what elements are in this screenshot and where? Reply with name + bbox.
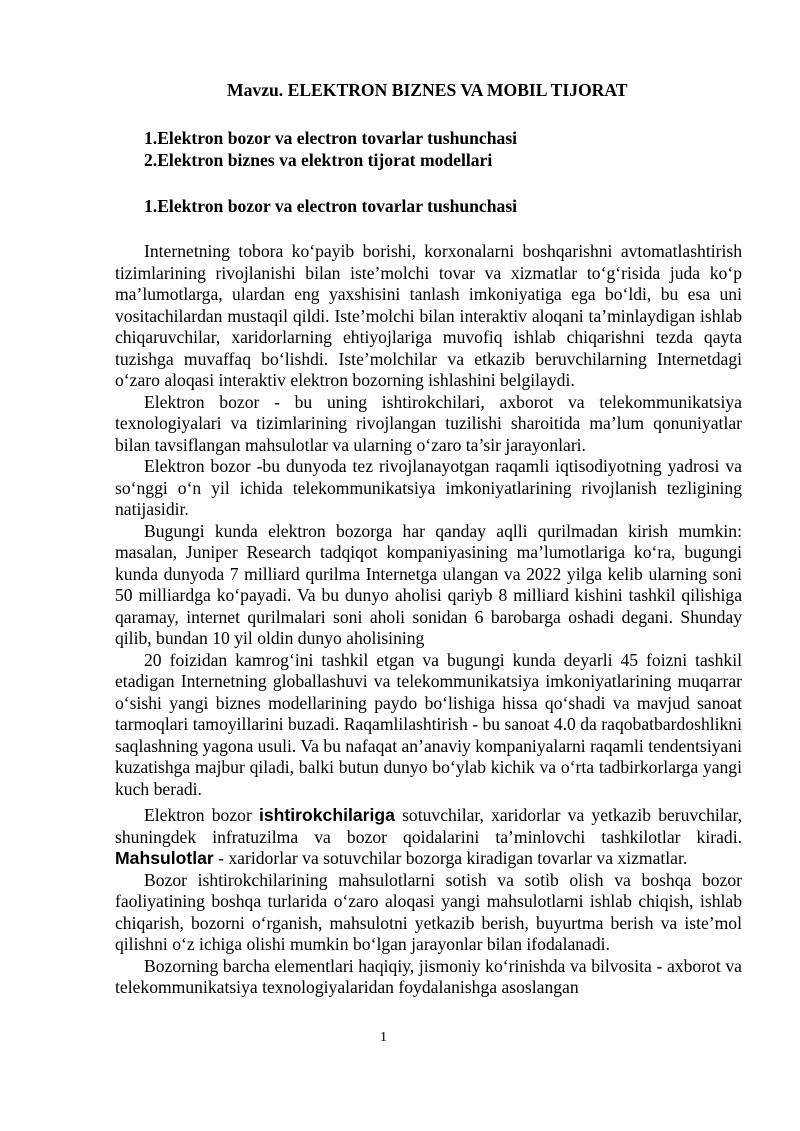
page-number: 1	[380, 1030, 387, 1045]
paragraph: Internetning tobora ko‘payib borishi, korxonalarni boshqarishni avtomatlashtirish tizimlarining rivojlanishi bilan iste’molchi tovar va xizmatlar to‘g‘risida juda ko‘p ma’lumotlarga, ulardan eng yaxshisini tanlash imkoniyatiga ega bo‘ldi, bu esa uni vositachilardan mustaqil qildi. Iste’molchi bilan interaktiv aloqani ta’minlaydigan ishlab chiqaruvchilar, xaridorlarning ehtiyojlariga muvofiq ishlab chiqarishni tezda qayta tuzishga muvaffaq bo‘lishdi. Iste’molchilar va etkazib beruvchilarning Internetdagi o‘zaro aloqasi interaktiv elektron bozorning ishlashini belgilaydi.	[115, 241, 742, 390]
paragraph	[115, 805, 742, 870]
toc-item: 2.Elektron biznes va elektron tijorat modellari	[144, 150, 493, 170]
body-text	[115, 241, 742, 999]
text-run: sotuvchilar, xaridorlar va yetkazib beruvchilar, shuningdek infratuzilma va bozor qoidalarini ta’minlovchi tashkilotlar kiradi.	[115, 805, 743, 847]
paragraph: Elektron bozor - bu uning ishtirokchilari, axborot va telekommunikatsiya texnologiyalari va tizimlarining rivojlangan tuzilishi sharoitida ma’lum qonuniyatlar bilan tavsiflangan mahsulotlar va ularning o‘zaro ta’sir jarayonlari.	[115, 391, 742, 455]
bold-term: ishtirokchilariga	[259, 805, 395, 825]
toc-item: 1.Elektron bozor va electron tovarlar tushunchasi	[144, 128, 518, 148]
document-title: Mavzu. ELEKTRON BIZNES VA MOBIL TIJORAT	[227, 80, 628, 100]
section-heading: 1.Elektron bozor va electron tovarlar tushunchasi	[144, 196, 518, 216]
paragraph: 20 foizidan kamrog‘ini tashkil etgan va bugungi kunda deyarli 45 foizni tashkil etadigan Internetning globallashuvi va telekommunikatsiya imkoniyatlarining muqarrar o‘sishi yangi biznes modellarining paydo bo‘lishiga hissa qo‘shadi va mavjud sanoat tarmoqlari tamoyillarini buzadi. Raqamlilashtirish - bu sanoat 4.0 da raqobatbardoshlikni saqlashning yagona usuli. Va bu nafaqat an’anaviy kompaniyalarni raqamli tendentsiyani kuzatishga majbur qiladi, balki butun dunyo bo‘ylab kichik va o‘rta tadbirkorlarga yangi kuch beradi.	[115, 649, 743, 799]
paragraph: Bozorning barcha elementlari haqiqiy, jismoniy ko‘rinishda va bilvosita - axborot va telekommunikatsiya texnologiyalaridan foydalanishga asoslangan	[115, 955, 742, 997]
paragraph: Bozor ishtirokchilarining mahsulotlarni sotish va sotib olish va boshqa bozor faoliyatining boshqa turlarida o‘zaro aloqasi yangi mahsulotlarni ishlab chiqish, ishlab chiqarish, bozorni o‘rganish, mahsulotni yetkazib berish, buyurtma berish va iste’mol qilishni o‘z ichiga olishi mumkin bo‘lgan jarayonlar bilan ifodalanadi.	[115, 869, 742, 954]
paragraph: Bugungi kunda elektron bozorga har qanday aqlli qurilmadan kirish mumkin: masalan, Juniper Research tadqiqot kompaniyasining ma’lumotlariga ko‘ra, bugungi kunda dunyoda 7 milliard qurilma Internetga ulangan va 2022 yilga kelib ularning soni 50 milliardga ko‘payadi. Va bu dunyo aholisi qariyb 8 milliard kishini tashkil qilishiga qaramay, internet qurilmalari soni aholi sonidan 6 barobarga oshadi degani. Shunday qilib, bundan 10 yil oldin dunyo aholisining	[115, 520, 742, 648]
bold-term: Mahsulotlar	[115, 848, 214, 868]
table-of-contents	[144, 127, 517, 171]
text-run: Elektron bozor	[144, 805, 259, 825]
text-run: - xaridorlar va sotuvchilar bozorga kiradigan tovarlar va xizmatlar.	[213, 848, 688, 868]
paragraph: Elektron bozor -bu dunyoda tez rivojlanayotgan raqamli iqtisodiyotning yadrosi va so‘nggi o‘n yil ichida telekommunikatsiya imkoniyatlarining rivojlanish tezligining natijasidir.	[115, 456, 742, 519]
